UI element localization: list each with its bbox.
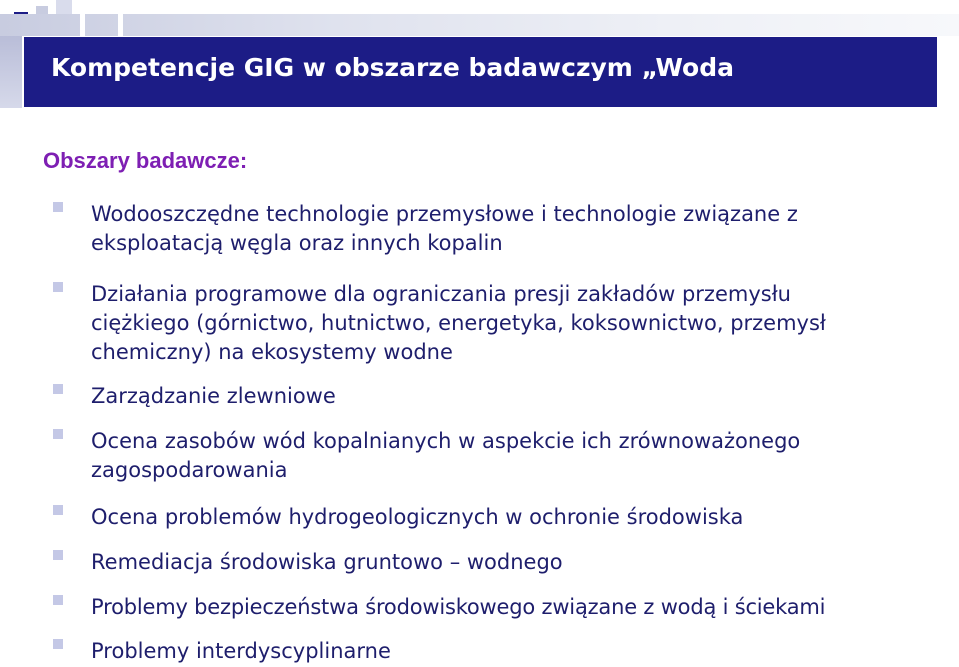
list-item-line: Problemy bezpieczeństwa środowiskowego związane z wodą i ściekami — [91, 595, 826, 619]
list-item-line: Remediacja środowiska gruntowo – wodnego — [91, 550, 563, 574]
list-item-line: Ocena zasobów wód kopalnianych w aspekcie ich zrównoważonego — [91, 429, 801, 453]
list-item-line: Problemy interdyscyplinarne — [91, 639, 391, 663]
list-item-line: Działania programowe dla ograniczania presji zakładów przemysłu — [91, 282, 791, 306]
list-item-line: Zarządzanie zlewniowe — [91, 384, 336, 408]
left-accent-strip — [0, 36, 22, 108]
list-item — [91, 593, 951, 622]
bullet-marker — [53, 282, 63, 292]
list-item — [91, 548, 951, 577]
bullet-marker — [53, 384, 63, 394]
list-item — [91, 503, 951, 532]
list-item — [91, 382, 951, 411]
bullet-marker — [53, 595, 63, 605]
bullet-marker — [53, 202, 63, 212]
bullet-marker — [53, 550, 63, 560]
list-item — [91, 200, 951, 258]
list-item-line: Ocena problemów hydrogeologicznych w ochronie środowiska — [91, 505, 744, 529]
top-gradient-bar — [0, 14, 959, 36]
list-item-line: ciężkiego (górnictwo, hutnictwo, energetyka, koksownictwo, przemysł — [91, 311, 826, 335]
list-item — [91, 427, 951, 485]
list-item-line: chemiczny) na ekosystemy wodne — [91, 340, 453, 364]
list-item — [91, 280, 951, 367]
bullet-marker — [53, 639, 63, 649]
bullet-marker — [53, 505, 63, 515]
slide-title: Kompetencje GIG w obszarze badawczym „Woda — [51, 53, 734, 82]
list-item-line: zagospodarowania — [91, 458, 288, 482]
title-banner — [24, 37, 937, 107]
list-item-line: Wodooszczędne technologie przemysłowe i technologie związane z — [91, 202, 798, 226]
list-item-line: eksploatacją węgla oraz innych kopalin — [91, 231, 503, 255]
bullet-marker — [53, 429, 63, 439]
section-subtitle: Obszary badawcze: — [43, 148, 248, 173]
list-item — [91, 637, 951, 666]
